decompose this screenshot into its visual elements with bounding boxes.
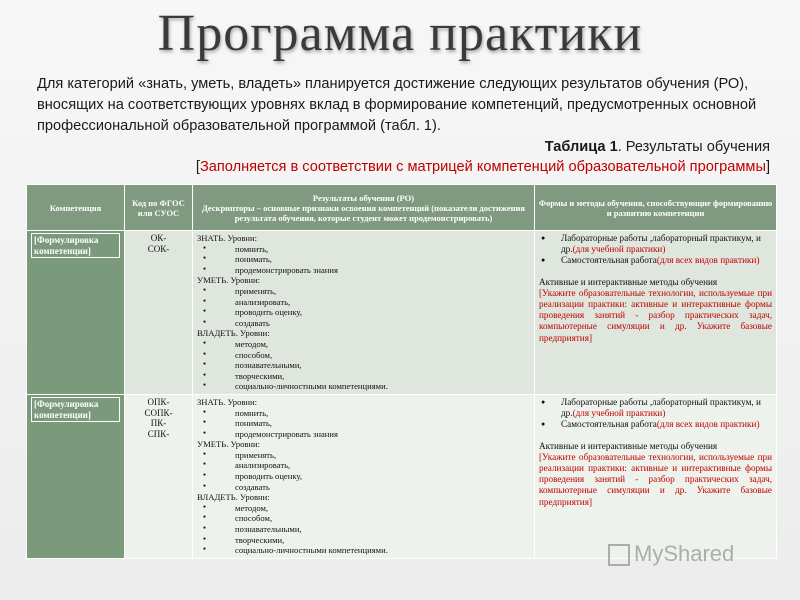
forms-cell [535,394,777,558]
form-item-text: Лабораторные работы ,лабораторный практикум, и др. [561,396,761,419]
form-item-text: Самостоятельная работа [561,255,657,266]
own-label: ВЛАДЕТЬ. Уровни: [197,492,270,503]
page-title: Программа практики [157,5,643,62]
fill-note-open: [ [195,159,200,175]
descriptors-cell [193,231,535,395]
know-item: ● помнить, [203,408,530,419]
code-item: СОПК- [144,407,173,418]
know-item: ● понимать, [203,418,530,429]
can-item: ● проводить оценку, [203,471,530,482]
can-item: ● анализировать, [203,460,530,471]
own-item: ● познавательными, [203,524,530,535]
code-item: ОПК- [147,396,170,407]
watermark [608,541,734,567]
form-item [539,419,772,430]
code-cell [125,394,193,558]
header-code: Код по ФГОС или СУОС [125,185,193,231]
can-item: ● проводить оценку, [203,307,530,318]
form-item-note: (для учебной практики) [572,244,666,255]
competency-text: [Формулировка компетенции] [31,233,120,258]
header-forms: Формы и методы обучения, способствующие формированию и развитию компетенции [535,185,777,231]
form-item [539,397,772,419]
spacer [539,267,772,277]
know-item: ● понимать, [203,254,530,265]
fill-note [196,159,770,175]
header-results-sub: Дескрипторы – основные признаки освоения компетенций (показатели достижения результата обучения, которые студент может продемонстрировать) [201,202,526,223]
descriptors-cell [193,394,535,558]
code-item: ОК- [150,233,167,243]
know-item: ● продемонстрировать знания [203,265,530,276]
table-header-row [27,185,777,231]
can-item: ● применять, [203,286,530,297]
know-label: ЗНАТЬ. Уровни: [197,233,258,243]
can-label: УМЕТЬ. Уровни: [197,275,261,286]
table-row [27,394,777,558]
header-results-title: Результаты обучения (РО) [312,192,415,203]
header-competency: Компетенция [27,185,125,231]
own-item: ● творческими, [203,371,530,382]
form-item-note: (для всех видов практики) [656,419,760,430]
own-item: ● методом, [203,503,530,514]
fill-note-close: ] [765,159,770,175]
methods-note: [Укажите образовательные технологии, используемые при реализации практики: активные и интерактивные формы проведения занятий - разбор практических задач, компьютерные симуляции и др. Укажите базовые предприятия] [539,451,772,507]
methods-label: Активные и интерактивные методы обучения [539,440,718,451]
know-item: ● продемонстрировать знания [203,429,530,440]
form-item [539,255,772,266]
code-item: ПК- [150,418,167,429]
spacer [539,431,772,441]
competency-text: [Формулировка компетенции] [31,397,120,422]
methods-note: [Укажите образовательные технологии, используемые при реализации практики: активные и интерактивные формы проведения занятий - разбор практических задач, компьютерные симуляции и др. Укажите базовые предприятия] [539,287,772,343]
intro-paragraph: Для категорий «знать, уметь, владеть» планируется достижение следующих результатов обучения (РО), вносящих на соответствующих уровнях вклад в формирование компетенций, предусмотренных основной профессиональной образовательной программой (табл. 1). [37,76,757,134]
competency-cell [27,394,125,558]
table-caption-text: . Результаты обучения [617,139,770,155]
can-item: ● создавать [203,482,530,493]
code-item: СПК- [147,428,170,439]
own-item: ● способом, [203,350,530,361]
own-item: ● способом, [203,513,530,524]
can-label: УМЕТЬ. Уровни: [197,439,261,450]
can-item: ● анализировать, [203,297,530,308]
form-item-text: Лабораторные работы ,лабораторный практикум, и др. [561,233,761,255]
own-item: ● социально-личностными компетенциями. [203,381,530,392]
competency-cell [27,231,125,395]
table-caption [545,139,770,155]
forms-cell [535,231,777,395]
form-item [539,233,772,255]
can-item: ● создавать [203,318,530,329]
know-label: ЗНАТЬ. Уровни: [197,396,258,407]
own-item: ● методом, [203,339,530,350]
methods-label: Активные и интерактивные методы обучения [539,276,718,287]
header-results [193,185,535,231]
form-item-note: (для учебной практики) [572,408,666,419]
code-cell [125,231,193,395]
code-item: СОК- [147,243,170,254]
fill-note-text: Заполняется в соответствии с матрицей компетенций образовательной программы [199,159,766,175]
own-item: ● творческими, [203,535,530,546]
own-item: ● социально-личностными компетенциями. [203,545,530,556]
own-item: ● познавательными, [203,360,530,371]
table-row [27,231,777,395]
own-label: ВЛАДЕТЬ. Уровни: [197,328,270,339]
form-item-text: Самостоятельная работа [561,419,657,430]
watermark-text: MyShared [634,541,735,566]
know-item: ● помнить, [203,244,530,255]
results-table [26,184,777,559]
can-item: ● применять, [203,450,530,461]
form-item-note: (для всех видов практики) [656,255,760,266]
watermark-logo-icon [608,544,630,566]
table-body [27,231,777,559]
table-caption-label: Таблица 1 [544,139,618,155]
